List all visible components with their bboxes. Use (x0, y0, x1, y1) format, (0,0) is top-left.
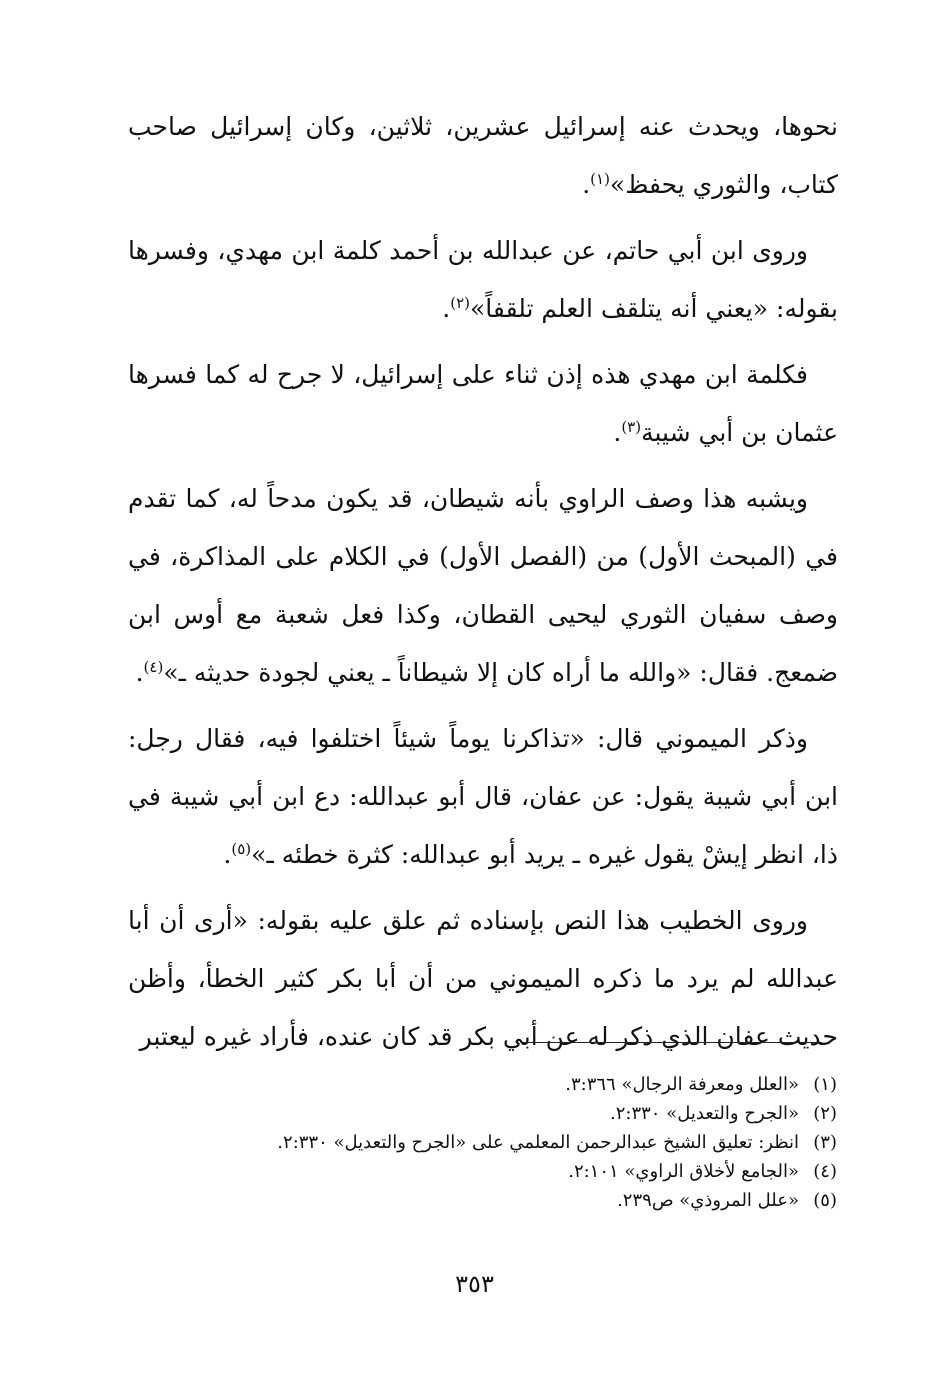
footnote-text: «الجامع لأخلاق الراوي» ٢:١٠١. (568, 1161, 799, 1182)
footnote-number: (٤) (813, 1161, 837, 1182)
footnote-ref: (١) (590, 170, 610, 188)
footnote-ref: (٣) (621, 418, 642, 436)
paragraph-5 (128, 710, 838, 884)
footnote-ref: (٥) (231, 840, 252, 858)
footnote-item (117, 1157, 837, 1186)
footnote-text: «علل المروذي» ص٢٣٩. (617, 1190, 799, 1211)
paragraph-text: فكلمة ابن مهدي هذه إذن ثناء على إسرائيل، لا جرح له كما فسرها عثمان بن أبي شيبة (128, 360, 838, 447)
paragraph-text: وروى الخطيب هذا النص بإسناده ثم علق عليه بقوله: «أرى أن أبا عبدالله لم يرد ما ذكره الميموني من أن أبا بكر كثير الخطأ، وأظن حديث عفان الذي ذكر له عن أبي بكر قد كان عنده، فأراد غيره ليعتبر (128, 906, 838, 1051)
paragraph-end: . (135, 658, 144, 687)
footnote-ref: (٢) (450, 294, 471, 312)
footnote-item (117, 1128, 837, 1157)
footnote-number: (٥) (813, 1190, 837, 1211)
footnote-number: (٣) (813, 1132, 837, 1153)
footnote-number: (٢) (813, 1103, 837, 1124)
paragraph-1 (128, 98, 838, 214)
footnote-item (117, 1099, 837, 1128)
paragraph-text: وروى ابن أبي حاتم، عن عبدالله بن أحمد كلمة ابن مهدي، وفسرها بقوله: «يعني أنه يتلقف العلم تلقفاً» (128, 236, 838, 323)
footnote-text: انظر: تعليق الشيخ عبدالرحمن المعلمي على «الجرح والتعديل» ٢:٣٣٠. (277, 1132, 799, 1153)
main-text (128, 98, 838, 1074)
footnote-number: (١) (813, 1074, 837, 1095)
paragraph-text: وذكر الميموني قال: «تذاكرنا يوماً شيئاً اختلفوا فيه، فقال رجل: ابن أبي شيبة يقول: عن عفان، قال أبو عبدالله: دع ابن أبي شيبة في ذا، انظر إيشْ يقول غيره ـ يريد أبو عبدالله: كثرة خطئه ـ» (128, 724, 838, 869)
paragraph-4 (128, 470, 838, 702)
paragraph-end: . (582, 170, 591, 199)
paragraph-text: ويشبه هذا وصف الراوي بأنه شيطان، قد يكون مدحاً له، كما تقدم في (المبحث الأول) من (الفصل الأول) في الكلام على المذاكرة، في وصف سفيان الثوري ليحيى القطان، وكذا فعل شعبة مع أوس ابن ضمعج. فقال: «والله ما أراه كان إلا شيطاناً ـ يعني لجودة حديثه ـ» (128, 484, 838, 687)
paragraph-end: . (223, 840, 232, 869)
paragraph-text: نحوها، ويحدث عنه إسرائيل عشرين، ثلاثين، وكان إسرائيل صاحب كتاب، والثوري يحفظ» (128, 112, 838, 199)
footnote-divider (522, 1042, 822, 1043)
paragraph-6 (128, 892, 838, 1066)
paragraph-end: . (442, 294, 451, 323)
footnote-ref: (٤) (143, 658, 164, 676)
paragraph-3 (128, 346, 838, 462)
paragraph-2 (128, 222, 838, 338)
footnote-text: «العلل ومعرفة الرجال» ٣:٣٦٦. (565, 1074, 799, 1095)
paragraph-end: . (613, 418, 622, 447)
footnote-item (117, 1186, 837, 1215)
page-number: ٣٥٣ (455, 1270, 494, 1298)
footnote-item (117, 1070, 837, 1099)
footnotes (117, 1070, 837, 1215)
footnote-text: «الجرح والتعديل» ٢:٣٣٠. (610, 1103, 799, 1124)
